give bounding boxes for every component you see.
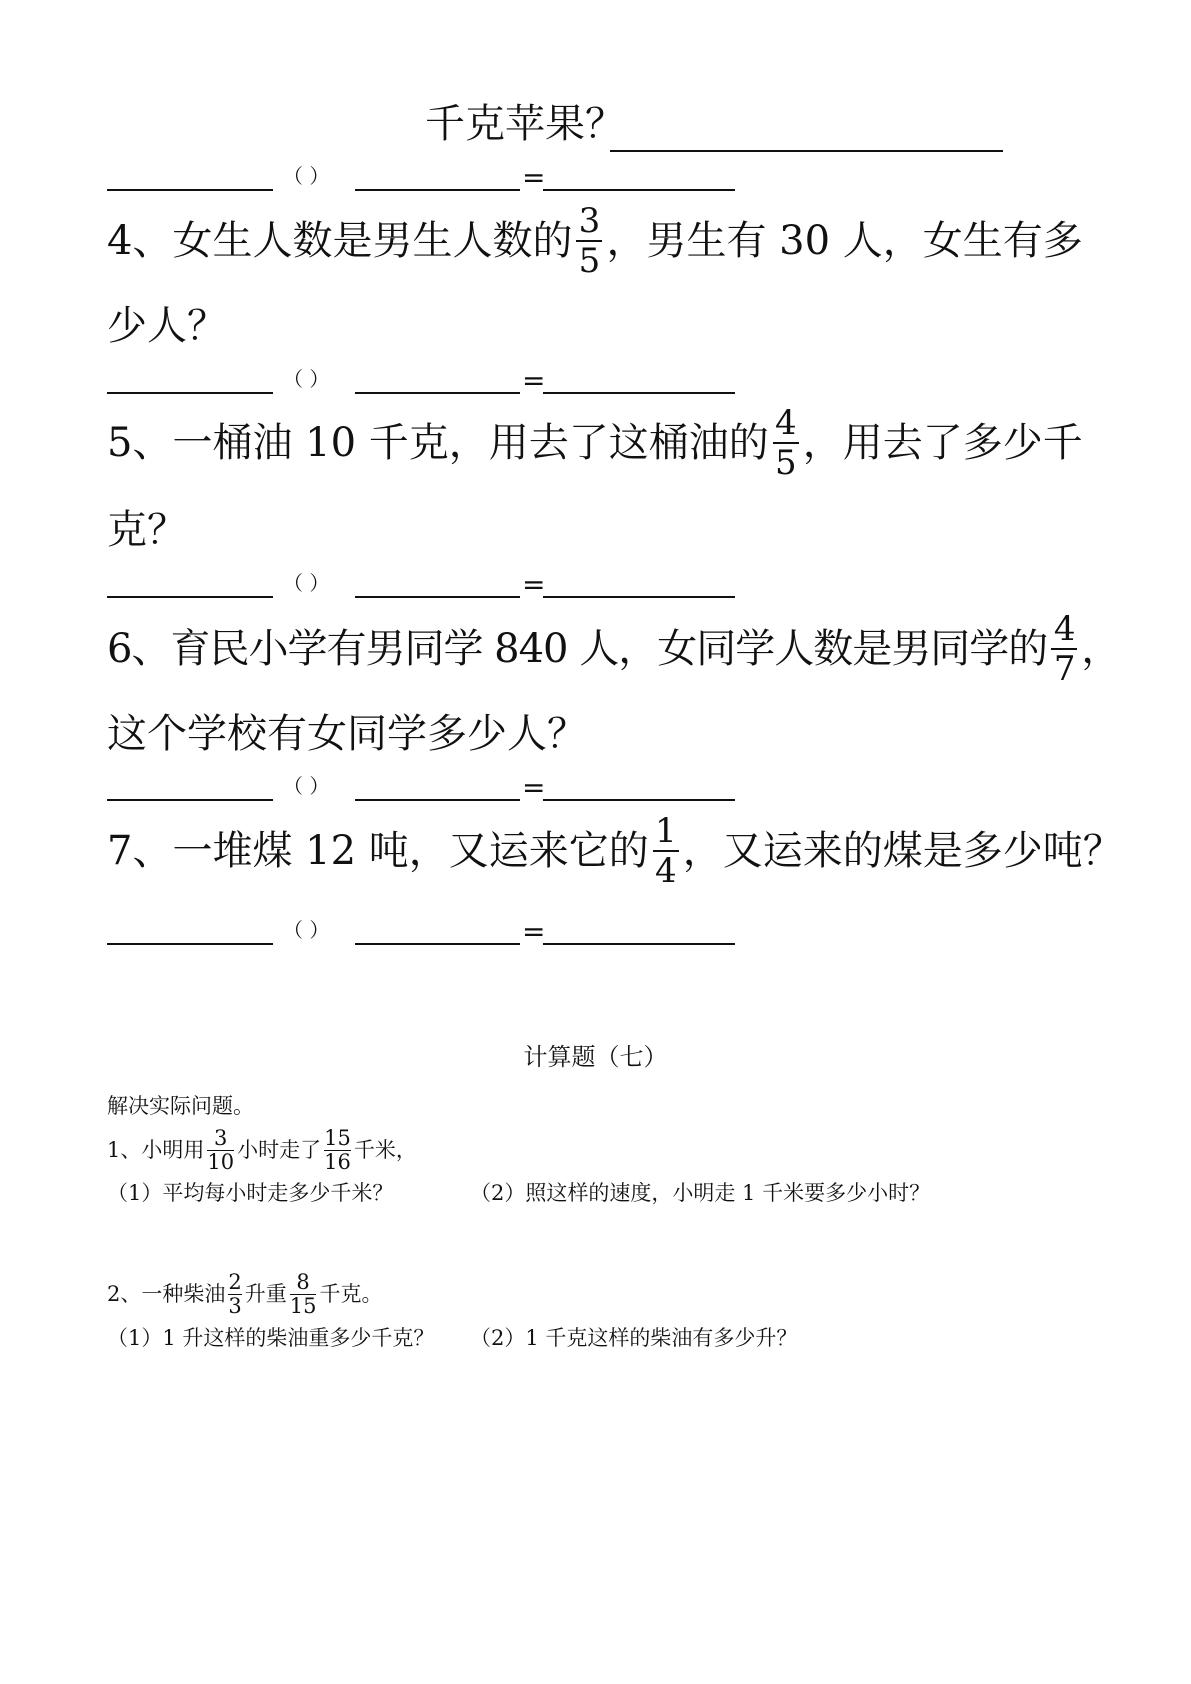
question-1: 1、小明用 $\frac{3}{10}$ 小时走了 $\frac{15}{16}$ 千米， [107, 1125, 417, 1174]
problem-5-line2: 克？ [107, 507, 187, 553]
operator-paren: （ ） [283, 571, 330, 595]
answer-blank[interactable] [355, 392, 520, 394]
equals-sign: = [522, 771, 546, 804]
answer-blank[interactable] [610, 150, 1003, 152]
operator-paren: （ ） [283, 164, 330, 188]
answer-blank[interactable] [107, 943, 273, 945]
answer-blank[interactable] [355, 943, 520, 945]
answer-blank[interactable] [543, 596, 735, 598]
fraction: $\frac{3}{10}$ [207, 1125, 235, 1174]
section-instruction: 解决实际问题。 [107, 1094, 254, 1118]
operator-paren: （ ） [283, 367, 330, 391]
equals-sign: = [522, 364, 546, 397]
answer-blank[interactable] [355, 799, 520, 801]
answer-blank[interactable] [543, 392, 735, 394]
answer-blank[interactable] [107, 596, 273, 598]
operator-paren: （ ） [283, 918, 330, 942]
problem-7-line1: 7、一堆煤 12 吨，又运来它的 $\frac{1}{4}$ ，又运来的煤是多少吨？ [107, 811, 1123, 891]
question-2-sub-1: （1）1 升这样的柴油重多少千克？ [107, 1326, 435, 1350]
question-1-sub-2: （2）照这样的速度，小明走 1 千米要多少小时？ [470, 1181, 931, 1205]
equals-sign: = [522, 161, 546, 194]
problem-6-line1: 6、育民小学有男同学 840 人，女同学人数是男同学的 $\frac{4}{7}$ ， [107, 609, 1121, 689]
answer-blank[interactable] [355, 189, 520, 191]
fraction: $\frac{4}{5}$ [773, 406, 799, 480]
question-2: 2、一种柴油 $\frac{2}{3}$ 升重 $\frac{8}{15}$ 千克。 [107, 1269, 383, 1318]
operator-paren: （ ） [283, 774, 330, 798]
question-1-sub-1: （1）平均每小时走多少千米？ [107, 1181, 394, 1205]
fraction: $\frac{15}{16}$ [324, 1125, 351, 1174]
problem-4-line2: 少人？ [107, 303, 227, 349]
equals-sign: = [522, 915, 546, 948]
fraction: $\frac{4}{7}$ [1051, 612, 1077, 686]
equals-sign: = [522, 568, 546, 601]
answer-blank[interactable] [107, 392, 273, 394]
answer-blank[interactable] [107, 189, 273, 191]
fraction: $\frac{1}{4}$ [653, 814, 679, 888]
answer-blank[interactable] [355, 596, 520, 598]
section-title: 计算题（七） [523, 1043, 668, 1071]
problem-4-line1: 4、女生人数是男生人数的 $\frac{3}{5}$ ，男生有 30 人，女生有多 [107, 201, 1083, 281]
fraction: $\frac{8}{15}$ [289, 1269, 317, 1318]
question-2-sub-2: （2）1 千克这样的柴油有多少升？ [470, 1326, 798, 1350]
fraction: $\frac{2}{3}$ [228, 1269, 242, 1318]
answer-blank[interactable] [543, 189, 735, 191]
continuation-text: 千克苹果？ [425, 101, 625, 147]
answer-blank[interactable] [543, 799, 735, 801]
fraction: $\frac{3}{5}$ [576, 204, 602, 278]
answer-blank[interactable] [543, 943, 735, 945]
answer-blank[interactable] [107, 799, 273, 801]
problem-5-line1: 5、一桶油 10 千克，用去了这桶油的 $\frac{4}{5}$ ，用去了多少千 [107, 403, 1083, 483]
problem-6-line2: 这个学校有女同学多少人？ [107, 711, 587, 757]
